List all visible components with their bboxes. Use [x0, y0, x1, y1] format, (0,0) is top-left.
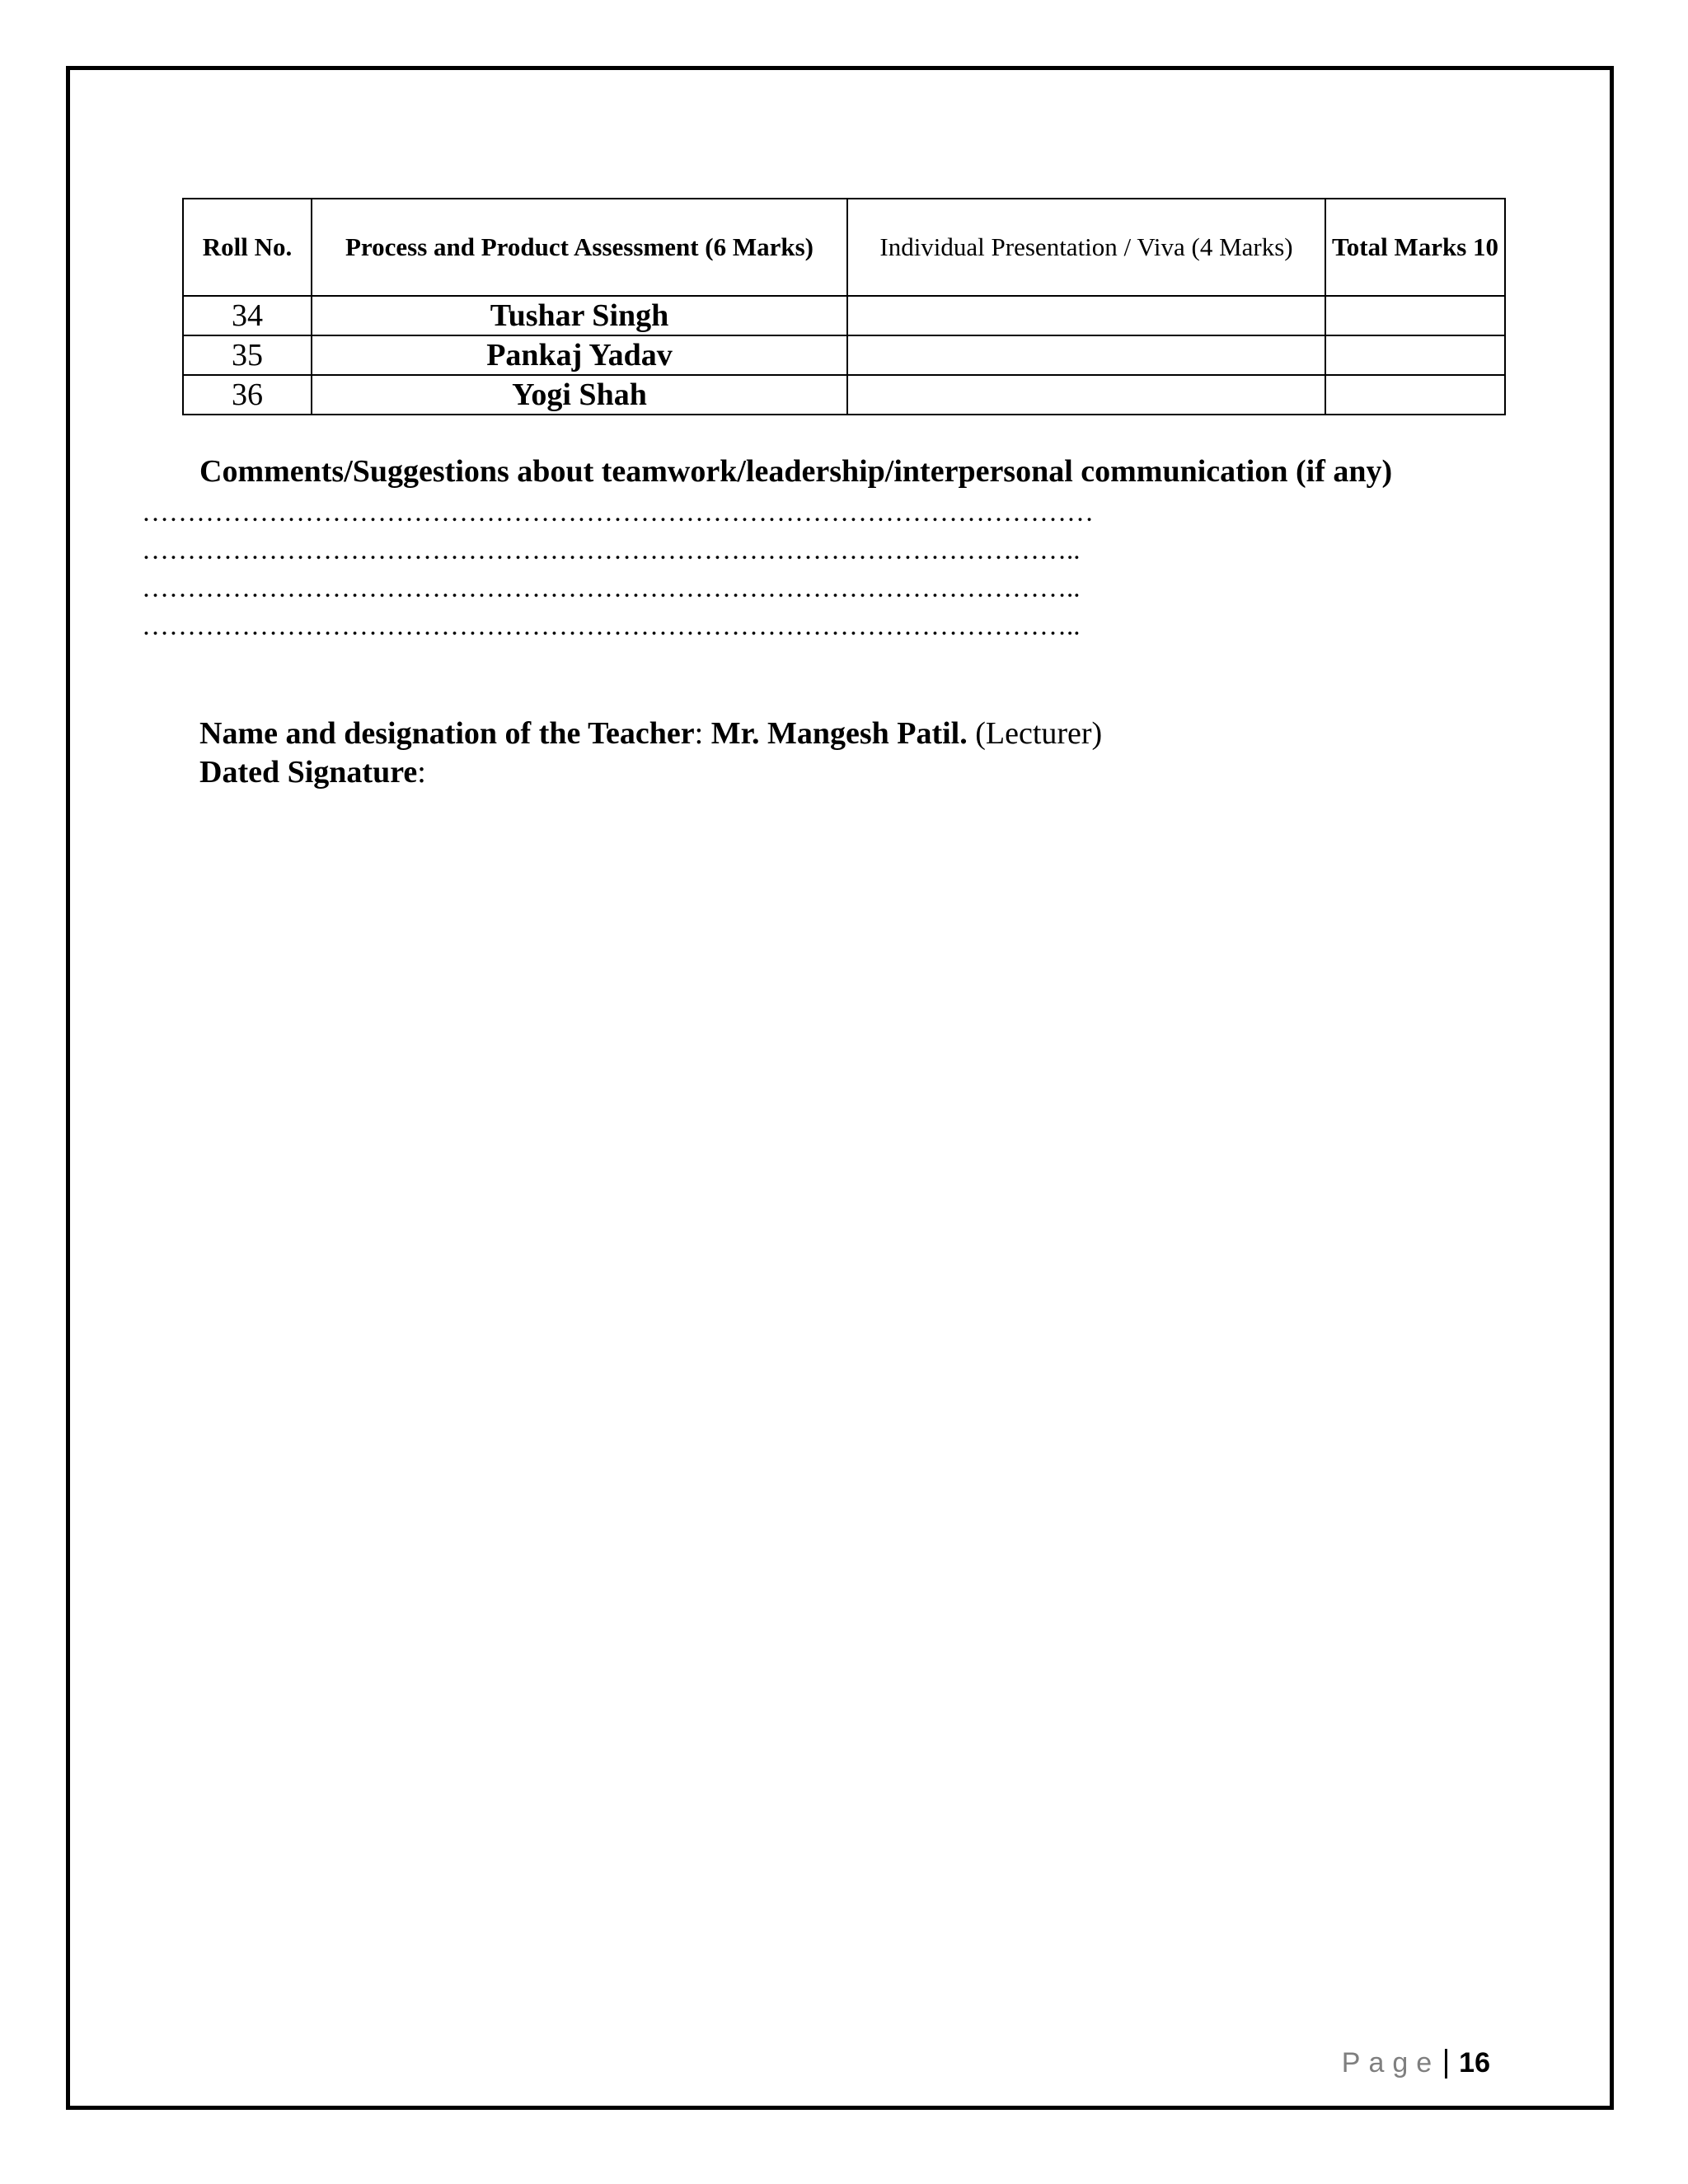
viva-marks-cell — [847, 335, 1325, 375]
signature-colon: : — [417, 755, 426, 790]
roll-number: 34 — [183, 296, 312, 335]
student-name: Yogi Shah — [312, 375, 847, 415]
page-footer — [1342, 2047, 1490, 2079]
total-marks-cell — [1325, 375, 1505, 415]
teacher-role: (Lecturer) — [967, 716, 1103, 751]
teacher-label: Name and designation of the Teacher — [199, 716, 695, 751]
teacher-designation — [199, 715, 1102, 752]
teacher-colon: : — [694, 716, 711, 751]
table-row — [183, 335, 1505, 375]
roll-number: 35 — [183, 335, 312, 375]
teacher-name: Mr. Mangesh Patil. — [710, 716, 968, 751]
comments-heading: Comments/Suggestions about teamwork/leadership/interpersonal communication (if any) — [199, 454, 1393, 489]
table-header-row — [183, 199, 1505, 296]
total-marks-cell — [1325, 335, 1505, 375]
table-row — [183, 296, 1505, 335]
comment-line: ………………………………………………………………………………………….. — [142, 612, 1081, 641]
table-row — [183, 375, 1505, 415]
page-word: Page — [1341, 2047, 1441, 2079]
dated-signature — [199, 754, 426, 790]
comment-line: …………………………………………………………………………………………… — [142, 498, 1094, 527]
assessment-table — [182, 198, 1506, 415]
viva-marks-cell — [847, 296, 1325, 335]
page-number: 16 — [1459, 2047, 1490, 2079]
header-total-marks: Total Marks 10 — [1325, 199, 1505, 296]
viva-marks-cell — [847, 375, 1325, 415]
header-process-assessment: Process and Product Assessment (6 Marks) — [312, 199, 847, 296]
student-name: Tushar Singh — [312, 296, 847, 335]
comment-line: ………………………………………………………………………………………….. — [142, 536, 1081, 565]
student-name: Pankaj Yadav — [312, 335, 847, 375]
signature-label: Dated Signature — [199, 755, 418, 790]
roll-number: 36 — [183, 375, 312, 415]
header-individual-presentation: Individual Presentation / Viva (4 Marks) — [847, 199, 1325, 296]
comment-line: ………………………………………………………………………………………….. — [142, 574, 1081, 603]
header-roll-no: Roll No. — [183, 199, 312, 296]
footer-separator — [1445, 2049, 1447, 2079]
total-marks-cell — [1325, 296, 1505, 335]
